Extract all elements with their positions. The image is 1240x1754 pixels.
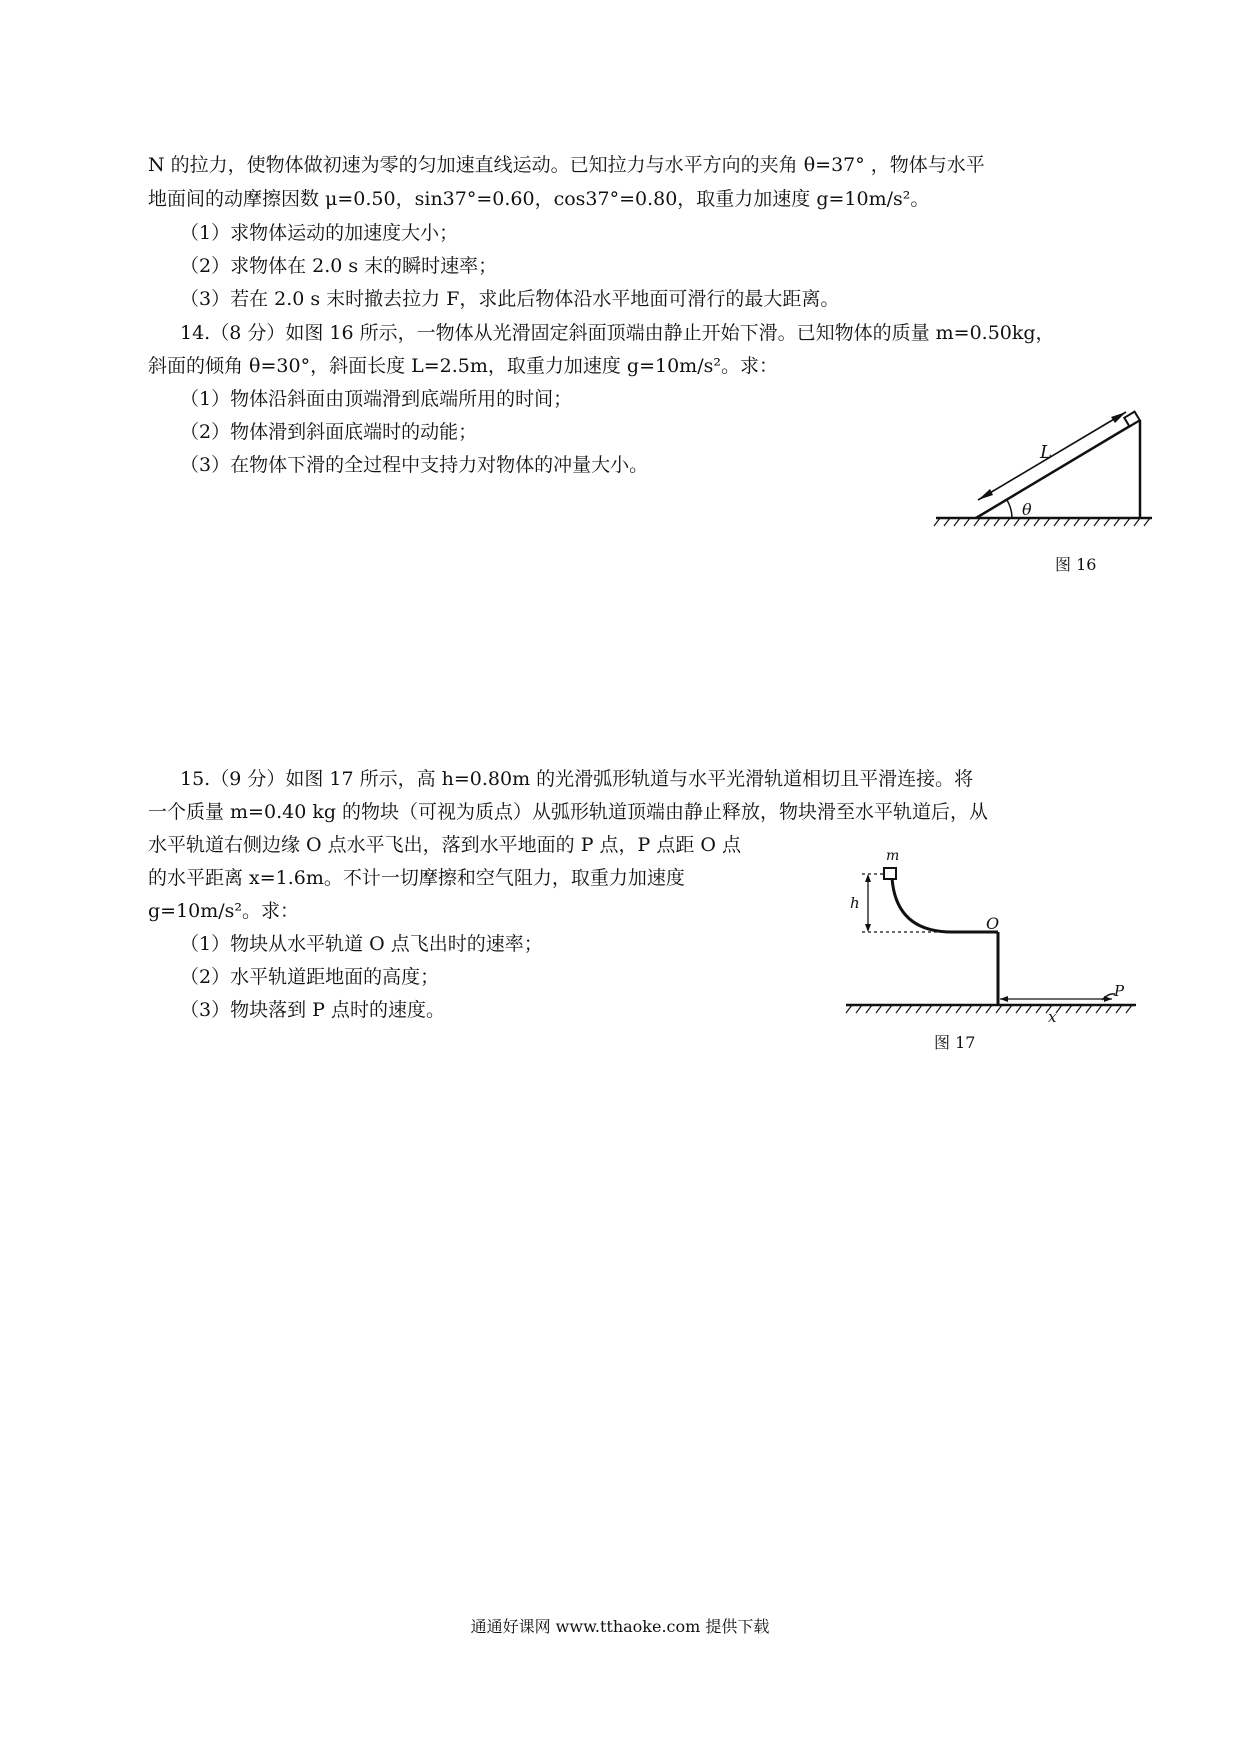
q15-subquestion-1: （1）物块从水平轨道 O 点飞出时的速率； — [180, 933, 543, 955]
q14-subquestion-2: （2）物体滑到斜面底端时的动能； — [180, 421, 478, 443]
q14-subquestion-1: （1）物体沿斜面由顶端滑到底端所用的时间； — [180, 388, 573, 410]
figure-17-label-O: O — [986, 914, 1000, 933]
q14-subquestion-3: （3）在物体下滑的全过程中支持力对物体的冲量大小。 — [180, 454, 649, 476]
q13-text-line-1: N 的拉力，使物体做初速为零的匀加速直线运动。已知拉力与水平方向的夹角 θ=37° ，物体与水平 — [148, 154, 985, 176]
figure-17-label-h: h — [850, 894, 860, 912]
q14-text-line-2: 斜面的倾角 θ=30°，斜面长度 L=2.5m，取重力加速度 g=10m/s²。求： — [148, 355, 778, 377]
q15-text-line-4: 的水平距离 x=1.6m。不计一切摩擦和空气阻力，取重力加速度 — [148, 867, 685, 889]
q14-text-line-1: 14.（8 分）如图 16 所示，一物体从光滑固定斜面顶端由静止开始下滑。已知物体的质量 m=0.50kg， — [180, 322, 1055, 344]
q13-text-line-2: 地面间的动摩擦因数 μ=0.50，sin37°=0.60，cos37°=0.80，取重力加速度 g=10m/s²。 — [148, 188, 930, 210]
q15-text-line-3: 水平轨道右侧边缘 O 点水平飞出，落到水平地面的 P 点，P 点距 O 点 — [148, 834, 742, 856]
q13-subquestion-2: （2）求物体在 2.0 s 末的瞬时速率； — [180, 255, 498, 277]
figure-17-label-P: P — [1114, 982, 1125, 1000]
q15-subquestion-3: （3）物块落到 P 点时的速度。 — [180, 999, 445, 1021]
q15-text-line-1: 15.（9 分）如图 17 所示，高 h=0.80m 的光滑弧形轨道与水平光滑轨道相切且平滑连接。将 — [180, 768, 974, 790]
q13-subquestion-1: （1）求物体运动的加速度大小； — [180, 222, 459, 244]
figure-17-caption: 图 17 — [934, 1033, 976, 1052]
figure-16-caption: 图 16 — [1055, 555, 1097, 574]
q15-text-line-5: g=10m/s²。求： — [148, 900, 300, 922]
page-footer: 通通好课网 www.tthaoke.com 提供下载 — [470, 1617, 770, 1636]
q15-text-line-2: 一个质量 m=0.40 kg 的物块（可视为质点）从弧形轨道顶端由静止释放，物块滑至水平轨道后，从 — [148, 801, 989, 823]
q15-subquestion-2: （2）水平轨道距地面的高度； — [180, 966, 440, 988]
q13-subquestion-3: （3）若在 2.0 s 末时撤去拉力 F，求此后物体沿水平地面可滑行的最大距离。 — [180, 288, 840, 310]
figure-16-label-theta: θ — [1022, 500, 1032, 519]
figure-17-label-m: m — [886, 848, 900, 864]
figure-17-label-x: x — [1048, 1008, 1057, 1026]
figure-16-incline-diagram — [930, 400, 1170, 530]
figure-16-label-L: L — [1040, 442, 1052, 463]
figure-17-track-diagram — [840, 860, 1140, 1020]
